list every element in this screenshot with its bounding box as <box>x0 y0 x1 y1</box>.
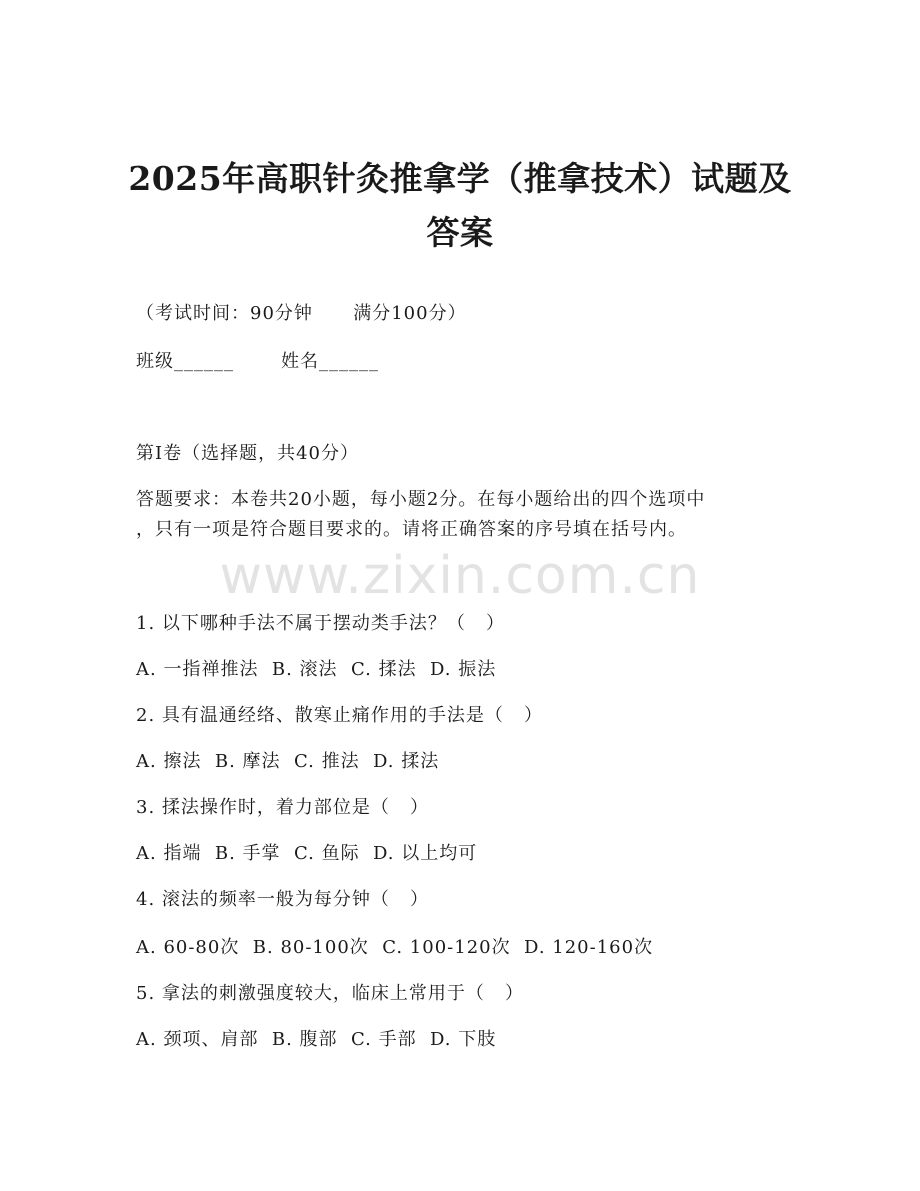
document-title <box>100 152 820 260</box>
question-2-options: A. 擦法 B. 摩法 C. 推法 D. 揉法 <box>136 751 440 772</box>
question-5: 5. 拿法的刺激强度较大，临床上常用于（ ） <box>136 983 525 1004</box>
question-3-options: A. 指端 B. 手掌 C. 鱼际 D. 以上均可 <box>136 843 478 864</box>
class-name-fields: 班级______ 姓名______ <box>136 351 380 372</box>
instructions-line-1: 答题要求：本卷共20小题，每小题2分。在每小题给出的四个选项中 <box>136 489 706 510</box>
title-line-1: 2025年高职针灸推拿学（推拿技术）试题及 <box>128 159 792 198</box>
watermark: www.zixin.com.cn <box>219 546 701 606</box>
question-1: 1. 以下哪种手法不属于摆动类手法？（ ） <box>136 613 506 634</box>
question-1-options: A. 一指禅推法 B. 滚法 C. 揉法 D. 振法 <box>136 659 497 680</box>
question-5-options: A. 颈项、肩部 B. 腹部 C. 手部 D. 下肢 <box>136 1029 497 1050</box>
exam-info: （考试时间：90分钟 满分100分） <box>136 303 467 324</box>
question-4: 4. 滚法的频率一般为每分钟（ ） <box>136 889 430 910</box>
section-heading: 第I卷（选择题，共40分） <box>136 443 360 464</box>
instructions-line-2: ，只有一项是符合题目要求的。请将正确答案的序号填在括号内。 <box>136 519 687 540</box>
question-3: 3. 揉法操作时，着力部位是（ ） <box>136 797 430 818</box>
question-4-options: A. 60-80次 B. 80-100次 C. 100-120次 D. 120-160次 <box>136 937 654 958</box>
question-2: 2. 具有温通经络、散寒止痛作用的手法是（ ） <box>136 705 544 726</box>
title-line-2: 答案 <box>426 213 494 252</box>
